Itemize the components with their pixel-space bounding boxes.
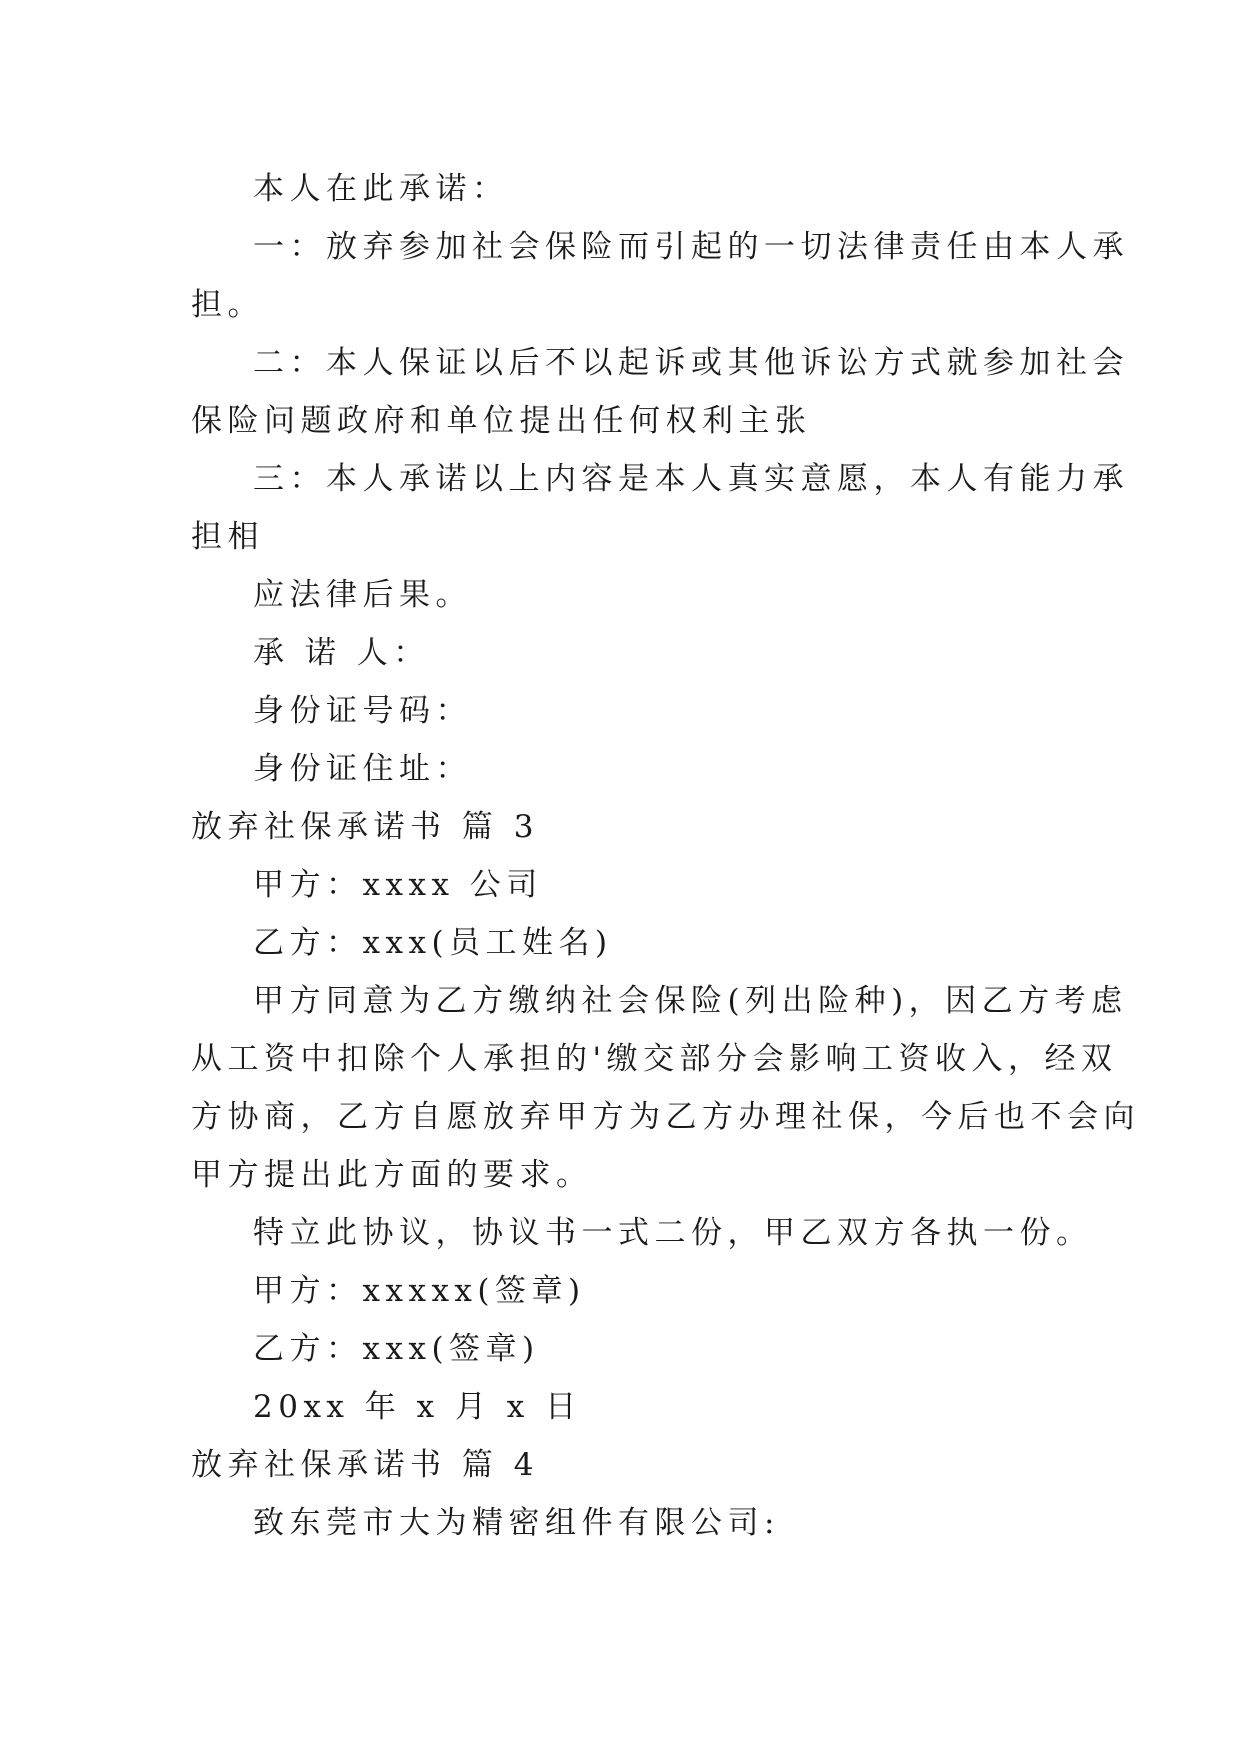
commitment-item-3-ending: 应法律后果。 (253, 577, 472, 613)
party-b-line: 乙方：xxx(员工姓名) (253, 925, 613, 961)
document-body (191, 160, 1140, 1552)
agreement-paragraph-line-4: 甲方提出此方面的要求。 (191, 1157, 593, 1193)
party-a-signature: 甲方：xxxxx(签章) (253, 1273, 586, 1309)
commitment-item-2-continued: 保险问题政府和单位提出任何权利主张 (191, 403, 812, 439)
id-address-field: 身份证住址： (253, 751, 472, 787)
commitment-item-1: 一：放弃参加社会保险而引起的一切法律责任由本人承 (253, 229, 1129, 265)
agreement-paragraph-line-2: 从工资中扣除个人承担的'缴交部分会影响工资收入，经双 (191, 1041, 1118, 1077)
commitment-item-3-continued: 担相 (191, 519, 264, 555)
commitment-item-2: 二：本人保证以后不以起诉或其他诉讼方式就参加社会 (253, 345, 1129, 381)
party-a-line: 甲方：xxxx 公司 (253, 867, 543, 903)
party-b-signature: 乙方：xxx(签章) (253, 1331, 540, 1367)
committer-field: 承 诺 人： (253, 635, 430, 671)
agreement-paragraph-line-3: 方协商，乙方自愿放弃甲方为乙方办理社保，今后也不会向 (191, 1099, 1140, 1135)
agreement-paragraph-line-1: 甲方同意为乙方缴纳社会保险(列出险种)，因乙方考虑 (253, 983, 1128, 1019)
agreement-date: 20xx 年 x 月 x 日 (253, 1389, 582, 1425)
commitment-item-1-continued: 担。 (191, 287, 264, 323)
agreement-copies-line: 特立此协议，协议书一式二份，甲乙双方各执一份。 (253, 1215, 1093, 1251)
letter-salutation: 致东莞市大为精密组件有限公司: (253, 1505, 780, 1541)
section-heading-3: 放弃社保承诺书 篇 3 (191, 809, 539, 845)
section-heading-4: 放弃社保承诺书 篇 4 (191, 1447, 539, 1483)
commitment-item-3: 三：本人承诺以上内容是本人真实意愿，本人有能力承 (253, 461, 1129, 497)
id-number-field: 身份证号码： (253, 693, 472, 729)
commitment-intro: 本人在此承诺： (253, 171, 509, 207)
